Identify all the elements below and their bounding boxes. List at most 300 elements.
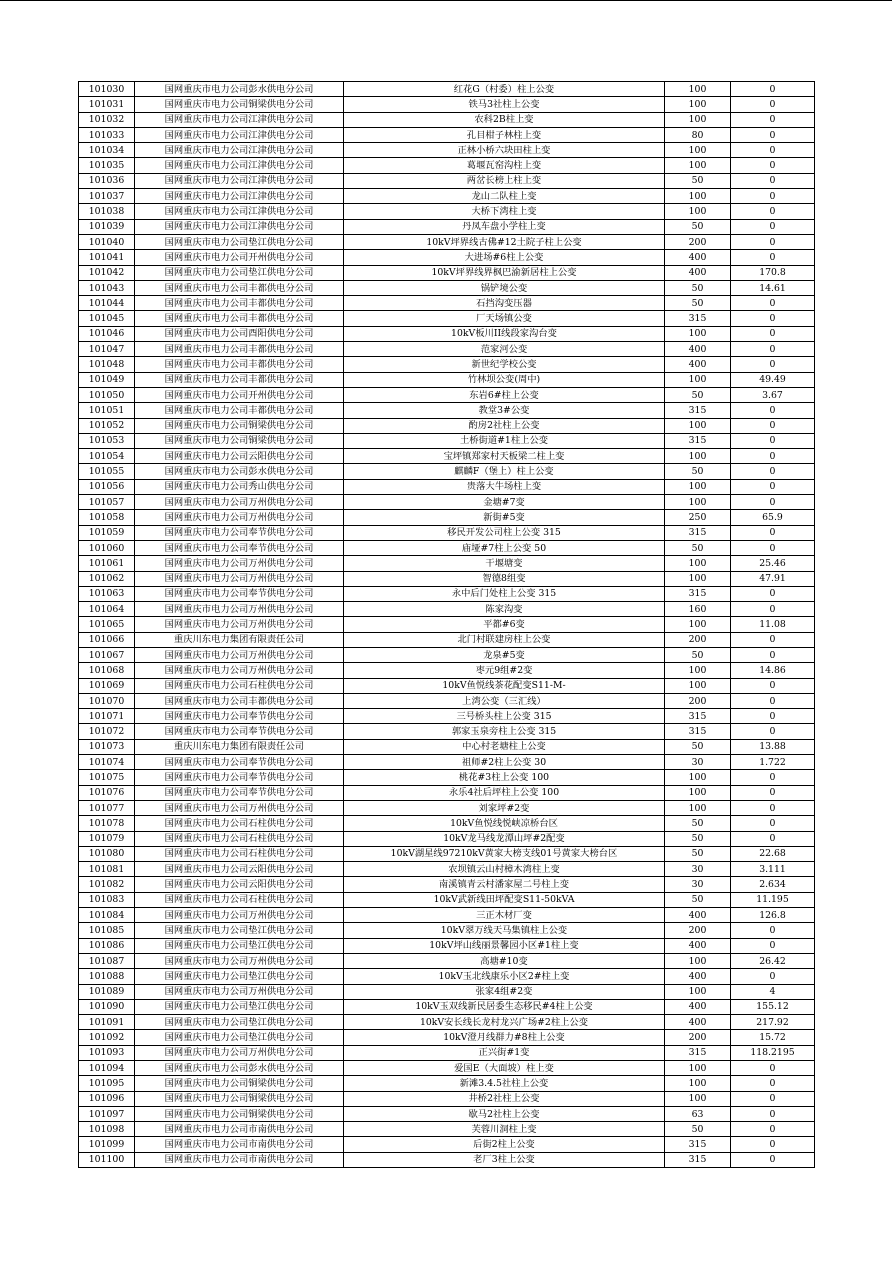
- row-id-cell: 101044: [79, 296, 135, 311]
- table-row: [79, 556, 815, 571]
- load-value-cell: 0: [731, 693, 815, 708]
- table-row: [79, 602, 815, 617]
- load-value-cell: 0: [731, 112, 815, 127]
- table-row: [79, 342, 815, 357]
- transformer-name-cell: 金塘#7变: [344, 495, 665, 510]
- row-id-cell: 101090: [79, 999, 135, 1014]
- company-name-cell: 国网重庆市电力公司万州供电分公司: [135, 556, 344, 571]
- load-value-cell: 3.111: [731, 862, 815, 877]
- table-row: [79, 693, 815, 708]
- load-value-cell: 217.92: [731, 1015, 815, 1030]
- row-id-cell: 101066: [79, 632, 135, 647]
- capacity-cell: 315: [665, 433, 731, 448]
- capacity-cell: 200: [665, 693, 731, 708]
- load-value-cell: 0: [731, 97, 815, 112]
- company-name-cell: 国网重庆市电力公司石柱供电分公司: [135, 831, 344, 846]
- company-name-cell: 国网重庆市电力公司云阳供电分公司: [135, 449, 344, 464]
- row-id-cell: 101099: [79, 1137, 135, 1152]
- capacity-cell: 100: [665, 372, 731, 387]
- capacity-cell: 100: [665, 785, 731, 800]
- capacity-cell: 50: [665, 647, 731, 662]
- company-name-cell: 国网重庆市电力公司云阳供电分公司: [135, 862, 344, 877]
- table-row: [79, 1015, 815, 1030]
- row-id-cell: 101088: [79, 969, 135, 984]
- row-id-cell: 101073: [79, 739, 135, 754]
- capacity-cell: 100: [665, 571, 731, 586]
- table-row: [79, 265, 815, 280]
- company-name-cell: 国网重庆市电力公司江津供电分公司: [135, 112, 344, 127]
- row-id-cell: 101095: [79, 1076, 135, 1091]
- capacity-cell: 100: [665, 82, 731, 97]
- company-name-cell: 国网重庆市电力公司江津供电分公司: [135, 219, 344, 234]
- table-row: [79, 234, 815, 249]
- row-id-cell: 101068: [79, 663, 135, 678]
- load-value-cell: 0: [731, 173, 815, 188]
- transformer-name-cell: 两岔长榜上柱上变: [344, 173, 665, 188]
- capacity-cell: 315: [665, 311, 731, 326]
- table-row: [79, 1030, 815, 1045]
- capacity-cell: 63: [665, 1106, 731, 1121]
- row-id-cell: 101075: [79, 770, 135, 785]
- load-value-cell: 0: [731, 158, 815, 173]
- company-name-cell: 国网重庆市电力公司丰都供电分公司: [135, 372, 344, 387]
- capacity-cell: 315: [665, 1152, 731, 1167]
- load-value-cell: 0: [731, 296, 815, 311]
- table-row: [79, 219, 815, 234]
- table-row: [79, 846, 815, 861]
- load-value-cell: 0: [731, 1122, 815, 1137]
- capacity-cell: 100: [665, 204, 731, 219]
- table-row: [79, 938, 815, 953]
- transformer-name-cell: 正林小桥六块田柱上变: [344, 143, 665, 158]
- table-row: [79, 755, 815, 770]
- transformer-name-cell: 10kV坪山线丽景馨园小区#1柱上变: [344, 938, 665, 953]
- company-name-cell: 国网重庆市电力公司丰都供电分公司: [135, 311, 344, 326]
- company-name-cell: 国网重庆市电力公司万州供电分公司: [135, 663, 344, 678]
- company-name-cell: 国网重庆市电力公司垫江供电分公司: [135, 969, 344, 984]
- company-name-cell: 国网重庆市电力公司江津供电分公司: [135, 158, 344, 173]
- row-id-cell: 101082: [79, 877, 135, 892]
- company-name-cell: 国网重庆市电力公司万州供电分公司: [135, 602, 344, 617]
- capacity-cell: 400: [665, 250, 731, 265]
- table-row: [79, 433, 815, 448]
- load-value-cell: 0: [731, 1091, 815, 1106]
- row-id-cell: 101085: [79, 923, 135, 938]
- table-row: [79, 97, 815, 112]
- transformer-name-cell: 张家4组#2变: [344, 984, 665, 999]
- row-id-cell: 101100: [79, 1152, 135, 1167]
- capacity-cell: 30: [665, 862, 731, 877]
- load-value-cell: 2.634: [731, 877, 815, 892]
- capacity-cell: 80: [665, 127, 731, 142]
- row-id-cell: 101059: [79, 525, 135, 540]
- capacity-cell: 400: [665, 999, 731, 1014]
- capacity-cell: 50: [665, 296, 731, 311]
- load-value-cell: 0: [731, 418, 815, 433]
- capacity-cell: 200: [665, 1030, 731, 1045]
- capacity-cell: 50: [665, 387, 731, 402]
- row-id-cell: 101092: [79, 1030, 135, 1045]
- transformer-name-cell: 永中后门处柱上公变 315: [344, 586, 665, 601]
- table-row: [79, 800, 815, 815]
- row-id-cell: 101096: [79, 1091, 135, 1106]
- transformer-name-cell: 竹林坝公变(周中): [344, 372, 665, 387]
- capacity-cell: 400: [665, 908, 731, 923]
- company-name-cell: 国网重庆市电力公司彭水供电分公司: [135, 82, 344, 97]
- table-row: [79, 617, 815, 632]
- company-name-cell: 国网重庆市电力公司奉节供电分公司: [135, 586, 344, 601]
- row-id-cell: 101038: [79, 204, 135, 219]
- transformer-name-cell: 干堰塘变: [344, 556, 665, 571]
- load-value-cell: 0: [731, 204, 815, 219]
- company-name-cell: 国网重庆市电力公司市南供电分公司: [135, 1152, 344, 1167]
- capacity-cell: 400: [665, 357, 731, 372]
- company-name-cell: 国网重庆市电力公司垫江供电分公司: [135, 999, 344, 1014]
- table-row: [79, 173, 815, 188]
- row-id-cell: 101063: [79, 586, 135, 601]
- transformer-name-cell: 10kV翠万线天马集镇柱上公变: [344, 923, 665, 938]
- load-value-cell: 0: [731, 602, 815, 617]
- load-value-cell: 0: [731, 1137, 815, 1152]
- table-row: [79, 678, 815, 693]
- table-row: [79, 770, 815, 785]
- capacity-cell: 400: [665, 969, 731, 984]
- load-value-cell: 0: [731, 479, 815, 494]
- capacity-cell: 400: [665, 342, 731, 357]
- table-row: [79, 1137, 815, 1152]
- row-id-cell: 101077: [79, 800, 135, 815]
- company-name-cell: 国网重庆市电力公司市南供电分公司: [135, 1122, 344, 1137]
- capacity-cell: 50: [665, 831, 731, 846]
- capacity-cell: 50: [665, 739, 731, 754]
- transformer-name-cell: 桃花#3柱上公变 100: [344, 770, 665, 785]
- company-name-cell: 国网重庆市电力公司万州供电分公司: [135, 510, 344, 525]
- load-value-cell: 118.2195: [731, 1045, 815, 1060]
- capacity-cell: 100: [665, 556, 731, 571]
- company-name-cell: 国网重庆市电力公司江津供电分公司: [135, 204, 344, 219]
- capacity-cell: 100: [665, 97, 731, 112]
- row-id-cell: 101045: [79, 311, 135, 326]
- company-name-cell: 国网重庆市电力公司万州供电分公司: [135, 495, 344, 510]
- capacity-cell: 400: [665, 265, 731, 280]
- load-value-cell: 26.42: [731, 953, 815, 968]
- row-id-cell: 101048: [79, 357, 135, 372]
- table-row: [79, 82, 815, 97]
- capacity-cell: 50: [665, 173, 731, 188]
- load-value-cell: 0: [731, 724, 815, 739]
- company-name-cell: 国网重庆市电力公司彭水供电分公司: [135, 464, 344, 479]
- capacity-cell: 315: [665, 1137, 731, 1152]
- table-row: [79, 785, 815, 800]
- capacity-cell: 100: [665, 800, 731, 815]
- table-body: [79, 82, 815, 1168]
- company-name-cell: 国网重庆市电力公司铜梁供电分公司: [135, 97, 344, 112]
- table-row: [79, 250, 815, 265]
- load-value-cell: 0: [731, 464, 815, 479]
- capacity-cell: 100: [665, 189, 731, 204]
- capacity-cell: 100: [665, 1091, 731, 1106]
- row-id-cell: 101031: [79, 97, 135, 112]
- row-id-cell: 101057: [79, 495, 135, 510]
- transformer-name-cell: 贵落大牛场柱上变: [344, 479, 665, 494]
- table-row: [79, 112, 815, 127]
- transformer-name-cell: 上湾公变（三汇线）: [344, 693, 665, 708]
- company-name-cell: 国网重庆市电力公司万州供电分公司: [135, 571, 344, 586]
- table-row: [79, 1045, 815, 1060]
- company-name-cell: 国网重庆市电力公司铜梁供电分公司: [135, 418, 344, 433]
- transformer-name-cell: 枣元9组#2变: [344, 663, 665, 678]
- load-value-cell: 0: [731, 234, 815, 249]
- load-value-cell: 47.91: [731, 571, 815, 586]
- table-row: [79, 816, 815, 831]
- row-id-cell: 101040: [79, 234, 135, 249]
- company-name-cell: 国网重庆市电力公司万州供电分公司: [135, 953, 344, 968]
- transformer-name-cell: 大桥下湾柱上变: [344, 204, 665, 219]
- load-value-cell: 22.68: [731, 846, 815, 861]
- row-id-cell: 101056: [79, 479, 135, 494]
- row-id-cell: 101033: [79, 127, 135, 142]
- capacity-cell: 200: [665, 632, 731, 647]
- load-value-cell: 126.8: [731, 908, 815, 923]
- load-value-cell: 0: [731, 831, 815, 846]
- row-id-cell: 101078: [79, 816, 135, 831]
- load-value-cell: 155.12: [731, 999, 815, 1014]
- load-value-cell: 0: [731, 647, 815, 662]
- row-id-cell: 101074: [79, 755, 135, 770]
- capacity-cell: 50: [665, 1122, 731, 1137]
- capacity-cell: 50: [665, 892, 731, 907]
- page-top-rule: [0, 0, 892, 1]
- load-value-cell: 0: [731, 938, 815, 953]
- transformer-name-cell: 10kV坪界线界枫巴渝新居柱上公变: [344, 265, 665, 280]
- table-row: [79, 632, 815, 647]
- transformer-name-cell: 丹凤车盘小学柱上变: [344, 219, 665, 234]
- load-value-cell: 0: [731, 969, 815, 984]
- load-value-cell: 0: [731, 816, 815, 831]
- row-id-cell: 101046: [79, 326, 135, 341]
- transformer-name-cell: 南溪镇青云村潘家屋二号柱上变: [344, 877, 665, 892]
- load-value-cell: 15.72: [731, 1030, 815, 1045]
- table-row: [79, 877, 815, 892]
- load-value-cell: 3.67: [731, 387, 815, 402]
- company-name-cell: 国网重庆市电力公司万州供电分公司: [135, 908, 344, 923]
- row-id-cell: 101097: [79, 1106, 135, 1121]
- capacity-cell: 100: [665, 143, 731, 158]
- transformer-name-cell: 北门村联建房柱上公变: [344, 632, 665, 647]
- load-value-cell: 0: [731, 219, 815, 234]
- load-value-cell: 0: [731, 326, 815, 341]
- transformer-name-cell: 郭家玉泉旁柱上公变 315: [344, 724, 665, 739]
- table-row: [79, 204, 815, 219]
- table-row: [79, 1106, 815, 1121]
- load-value-cell: 0: [731, 540, 815, 555]
- transformer-name-cell: 10kV鱼悦线茶花配变S11-M-: [344, 678, 665, 693]
- row-id-cell: 101037: [79, 189, 135, 204]
- table-row: [79, 326, 815, 341]
- company-name-cell: 国网重庆市电力公司酉阳供电分公司: [135, 326, 344, 341]
- table-row: [79, 495, 815, 510]
- capacity-cell: 30: [665, 877, 731, 892]
- row-id-cell: 101093: [79, 1045, 135, 1060]
- transformer-name-cell: 移民开发公司柱上公变 315: [344, 525, 665, 540]
- table-row: [79, 158, 815, 173]
- capacity-cell: 100: [665, 678, 731, 693]
- row-id-cell: 101030: [79, 82, 135, 97]
- company-name-cell: 国网重庆市电力公司垫江供电分公司: [135, 1015, 344, 1030]
- load-value-cell: 0: [731, 403, 815, 418]
- transformer-name-cell: 庙垭#7柱上公变 50: [344, 540, 665, 555]
- row-id-cell: 101070: [79, 693, 135, 708]
- table-row: [79, 372, 815, 387]
- table-row: [79, 1152, 815, 1167]
- capacity-cell: 100: [665, 1076, 731, 1091]
- transformer-name-cell: 10kV澄月线群力#8柱上公变: [344, 1030, 665, 1045]
- row-id-cell: 101062: [79, 571, 135, 586]
- transformer-name-cell: 宝坪镇郑家村天板梁二柱上变: [344, 449, 665, 464]
- row-id-cell: 101041: [79, 250, 135, 265]
- company-name-cell: 国网重庆市电力公司丰都供电分公司: [135, 357, 344, 372]
- capacity-cell: 50: [665, 280, 731, 295]
- row-id-cell: 101035: [79, 158, 135, 173]
- row-id-cell: 101054: [79, 449, 135, 464]
- capacity-cell: 100: [665, 112, 731, 127]
- row-id-cell: 101058: [79, 510, 135, 525]
- load-value-cell: 1.722: [731, 755, 815, 770]
- load-value-cell: 0: [731, 525, 815, 540]
- row-id-cell: 101065: [79, 617, 135, 632]
- row-id-cell: 101032: [79, 112, 135, 127]
- load-value-cell: 0: [731, 586, 815, 601]
- row-id-cell: 101036: [79, 173, 135, 188]
- transformer-name-cell: 石挡沟变压器: [344, 296, 665, 311]
- capacity-cell: 100: [665, 479, 731, 494]
- company-name-cell: 国网重庆市电力公司铜梁供电分公司: [135, 1076, 344, 1091]
- transformer-name-cell: 陈家沟变: [344, 602, 665, 617]
- company-name-cell: 国网重庆市电力公司垫江供电分公司: [135, 1030, 344, 1045]
- table-row: [79, 525, 815, 540]
- company-name-cell: 国网重庆市电力公司江津供电分公司: [135, 127, 344, 142]
- load-value-cell: 25.46: [731, 556, 815, 571]
- capacity-cell: 100: [665, 326, 731, 341]
- row-id-cell: 101079: [79, 831, 135, 846]
- company-name-cell: 重庆川东电力集团有限责任公司: [135, 739, 344, 754]
- transformer-name-cell: 东岩6#柱上公变: [344, 387, 665, 402]
- transformer-name-cell: 永乐4社后坪柱上公变 100: [344, 785, 665, 800]
- table-row: [79, 296, 815, 311]
- transformer-name-cell: 中心村老塘柱上公变: [344, 739, 665, 754]
- row-id-cell: 101051: [79, 403, 135, 418]
- capacity-cell: 100: [665, 495, 731, 510]
- capacity-cell: 315: [665, 403, 731, 418]
- company-name-cell: 国网重庆市电力公司石柱供电分公司: [135, 892, 344, 907]
- capacity-cell: 100: [665, 418, 731, 433]
- company-name-cell: 国网重庆市电力公司江津供电分公司: [135, 189, 344, 204]
- transformer-name-cell: 10kV武新线田坪配变S11-50kVA: [344, 892, 665, 907]
- load-value-cell: 0: [731, 357, 815, 372]
- table-row: [79, 357, 815, 372]
- capacity-cell: 400: [665, 938, 731, 953]
- transformer-name-cell: 10kV湖星线97210kV黄家大榜支线01号黄家大榜台区: [344, 846, 665, 861]
- table-row: [79, 724, 815, 739]
- row-id-cell: 101064: [79, 602, 135, 617]
- capacity-cell: 200: [665, 923, 731, 938]
- capacity-cell: 250: [665, 510, 731, 525]
- table-row: [79, 586, 815, 601]
- transformer-name-cell: 平都#6变: [344, 617, 665, 632]
- company-name-cell: 国网重庆市电力公司石柱供电分公司: [135, 846, 344, 861]
- row-id-cell: 101061: [79, 556, 135, 571]
- company-name-cell: 国网重庆市电力公司开州供电分公司: [135, 250, 344, 265]
- table-row: [79, 739, 815, 754]
- table-row: [79, 143, 815, 158]
- load-value-cell: 0: [731, 189, 815, 204]
- capacity-cell: 315: [665, 724, 731, 739]
- row-id-cell: 101043: [79, 280, 135, 295]
- transformer-name-cell: 农坝镇云山村樟木湾柱上变: [344, 862, 665, 877]
- transformer-name-cell: 厂天场镇公变: [344, 311, 665, 326]
- row-id-cell: 101049: [79, 372, 135, 387]
- table-row: [79, 540, 815, 555]
- load-value-cell: 0: [731, 82, 815, 97]
- company-name-cell: 重庆川东电力集团有限责任公司: [135, 632, 344, 647]
- transformer-name-cell: 酌房2社柱上公变: [344, 418, 665, 433]
- company-name-cell: 国网重庆市电力公司开州供电分公司: [135, 387, 344, 402]
- capacity-cell: 100: [665, 663, 731, 678]
- load-value-cell: 0: [731, 800, 815, 815]
- capacity-cell: 100: [665, 158, 731, 173]
- capacity-cell: 50: [665, 219, 731, 234]
- transformer-name-cell: 10kV玉双线新民居委生态移民#4柱上公变: [344, 999, 665, 1014]
- capacity-cell: 50: [665, 464, 731, 479]
- company-name-cell: 国网重庆市电力公司万州供电分公司: [135, 617, 344, 632]
- table-row: [79, 403, 815, 418]
- table-row: [79, 862, 815, 877]
- load-value-cell: 0: [731, 250, 815, 265]
- load-value-cell: 14.86: [731, 663, 815, 678]
- company-name-cell: 国网重庆市电力公司丰都供电分公司: [135, 296, 344, 311]
- transformer-name-cell: 新滩3.4.5社柱上公变: [344, 1076, 665, 1091]
- load-value-cell: 0: [731, 785, 815, 800]
- row-id-cell: 101053: [79, 433, 135, 448]
- table-row: [79, 969, 815, 984]
- transformer-name-cell: 红花G（村委）柱上公变: [344, 82, 665, 97]
- load-value-cell: 14.61: [731, 280, 815, 295]
- company-name-cell: 国网重庆市电力公司奉节供电分公司: [135, 724, 344, 739]
- row-id-cell: 101076: [79, 785, 135, 800]
- load-value-cell: 11.195: [731, 892, 815, 907]
- table-row: [79, 571, 815, 586]
- capacity-cell: 315: [665, 525, 731, 540]
- load-value-cell: 0: [731, 1061, 815, 1076]
- row-id-cell: 101039: [79, 219, 135, 234]
- load-value-cell: 0: [731, 1076, 815, 1091]
- company-name-cell: 国网重庆市电力公司垫江供电分公司: [135, 234, 344, 249]
- row-id-cell: 101067: [79, 647, 135, 662]
- row-id-cell: 101084: [79, 908, 135, 923]
- load-value-cell: 0: [731, 678, 815, 693]
- load-value-cell: 13.88: [731, 739, 815, 754]
- row-id-cell: 101089: [79, 984, 135, 999]
- transformer-name-cell: 10kV板川II线段家沟台变: [344, 326, 665, 341]
- transformer-name-cell: 土桥街道#1柱上公变: [344, 433, 665, 448]
- transformer-name-cell: 歇马2社柱上公变: [344, 1106, 665, 1121]
- company-name-cell: 国网重庆市电力公司云阳供电分公司: [135, 877, 344, 892]
- transformer-name-cell: 教堂3#公变: [344, 403, 665, 418]
- table-row: [79, 908, 815, 923]
- transformer-name-cell: 锅铲境公变: [344, 280, 665, 295]
- row-id-cell: 101080: [79, 846, 135, 861]
- transformer-name-cell: 孔目柑子林柱上变: [344, 127, 665, 142]
